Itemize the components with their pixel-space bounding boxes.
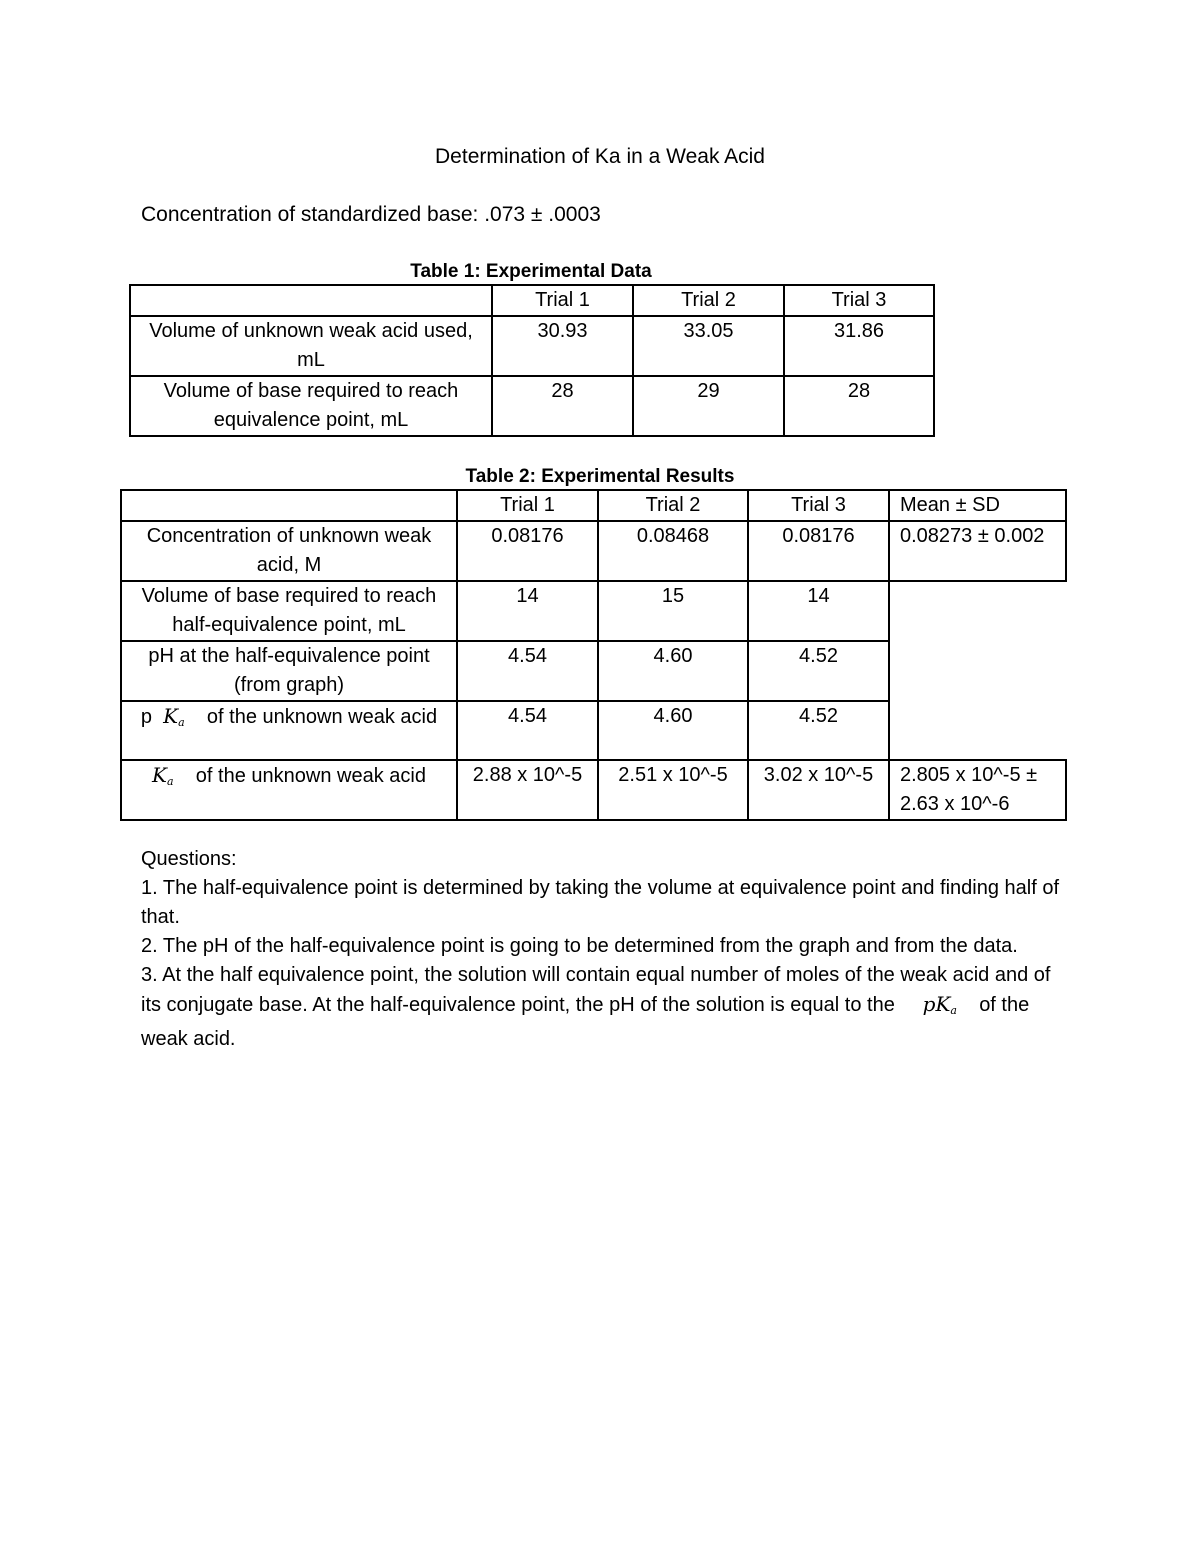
mean-cell: 0.08273 ± 0.002	[889, 521, 1066, 581]
row-label: Volume of unknown weak acid used, mL	[130, 316, 492, 376]
pka-subscript: a	[950, 1004, 957, 1017]
table-header-row	[130, 285, 934, 316]
page-title: Determination of Ka in a Weak Acid	[435, 145, 765, 168]
table-cell: 4.54	[457, 641, 598, 701]
empty-cell	[889, 581, 1066, 641]
table-cell: 30.93	[492, 316, 633, 376]
table-cell: 4.60	[598, 701, 748, 760]
row-label	[121, 760, 457, 820]
table-cell: 2.51 x 10^-5	[598, 760, 748, 820]
table-cell: 33.05	[633, 316, 784, 376]
table-header-cell: Trial 3	[748, 490, 889, 521]
table-header-cell: Mean ± SD	[889, 490, 1066, 521]
table1-caption: Table 1: Experimental Data	[410, 261, 652, 282]
table-row	[121, 701, 1066, 760]
questions-section	[141, 845, 1061, 1054]
questions-heading: Questions:	[141, 848, 237, 870]
pka-symbol: pK	[922, 992, 951, 1016]
empty-cell	[889, 641, 1066, 701]
row-label: Volume of base required to reach half-equivalence point, mL	[121, 581, 457, 641]
table-cell: 4.52	[748, 701, 889, 760]
table-cell: 3.02 x 10^-5	[748, 760, 889, 820]
table-cell: 4.54	[457, 701, 598, 760]
question-3-text: 3. At the half equivalence point, the solution will contain equal number of moles of the weak acid and of its conjugate base. At the half-equivalence point, the pH of the solution is equal to the	[141, 964, 1051, 1016]
table-header-row	[121, 490, 1066, 521]
experimental-results-table	[120, 489, 1067, 821]
label-prefix: p	[140, 706, 153, 728]
row-label	[121, 701, 457, 760]
table-header-cell: Trial 2	[633, 285, 784, 316]
question-3	[141, 961, 1061, 1054]
question-1: 1. The half-equivalence point is determined by taking the volume at equivalence point and finding half of that.	[141, 877, 1060, 928]
table-cell: 15	[598, 581, 748, 641]
table-row	[121, 641, 1066, 701]
question-3-end: of the weak acid.	[141, 994, 1030, 1050]
ka-symbol: K	[163, 704, 179, 728]
table-cell: 31.86	[784, 316, 934, 376]
table-cell: 4.52	[748, 641, 889, 701]
table-header-cell: Trial 1	[457, 490, 598, 521]
table-row	[130, 376, 934, 436]
table-cell: 14	[748, 581, 889, 641]
experimental-data-table	[129, 284, 935, 437]
table-cell: 28	[492, 376, 633, 436]
row-label: pH at the half-equivalence point (from graph)	[121, 641, 457, 701]
row-label: Concentration of unknown weak acid, M	[121, 521, 457, 581]
table-row	[121, 581, 1066, 641]
table-row	[130, 316, 934, 376]
table-cell: 0.08176	[748, 521, 889, 581]
ka-subscript: a	[167, 775, 174, 788]
row-label: Volume of base required to reach equivalence point, mL	[130, 376, 492, 436]
table-row	[121, 521, 1066, 581]
table2-caption	[0, 465, 1200, 489]
table2-caption-text: Table 2: Experimental Results	[465, 466, 735, 487]
empty-cell	[889, 701, 1066, 760]
label-suffix: of the unknown weak acid	[206, 706, 438, 728]
table-header-cell: Trial 1	[492, 285, 633, 316]
base-concentration: Concentration of standardized base: .073 ± .0003	[141, 203, 601, 226]
table-cell: 4.60	[598, 641, 748, 701]
table-cell: 0.08468	[598, 521, 748, 581]
question-2: 2. The pH of the half-equivalence point is going to be determined from the graph and from the data.	[141, 935, 1018, 957]
table-row	[121, 760, 1066, 820]
table-header-cell	[121, 490, 457, 521]
ka-subscript: a	[178, 716, 185, 729]
table-cell: 14	[457, 581, 598, 641]
table-header-cell: Trial 2	[598, 490, 748, 521]
label-suffix: of the unknown weak acid	[195, 765, 426, 787]
table-cell: 28	[784, 376, 934, 436]
table-cell: 2.88 x 10^-5	[457, 760, 598, 820]
table-header-cell	[130, 285, 492, 316]
mean-cell: 2.805 x 10^-5 ± 2.63 x 10^-6	[889, 760, 1066, 820]
table-header-cell: Trial 3	[784, 285, 934, 316]
table-cell: 0.08176	[457, 521, 598, 581]
ka-symbol: K	[152, 763, 167, 787]
table-cell: 29	[633, 376, 784, 436]
